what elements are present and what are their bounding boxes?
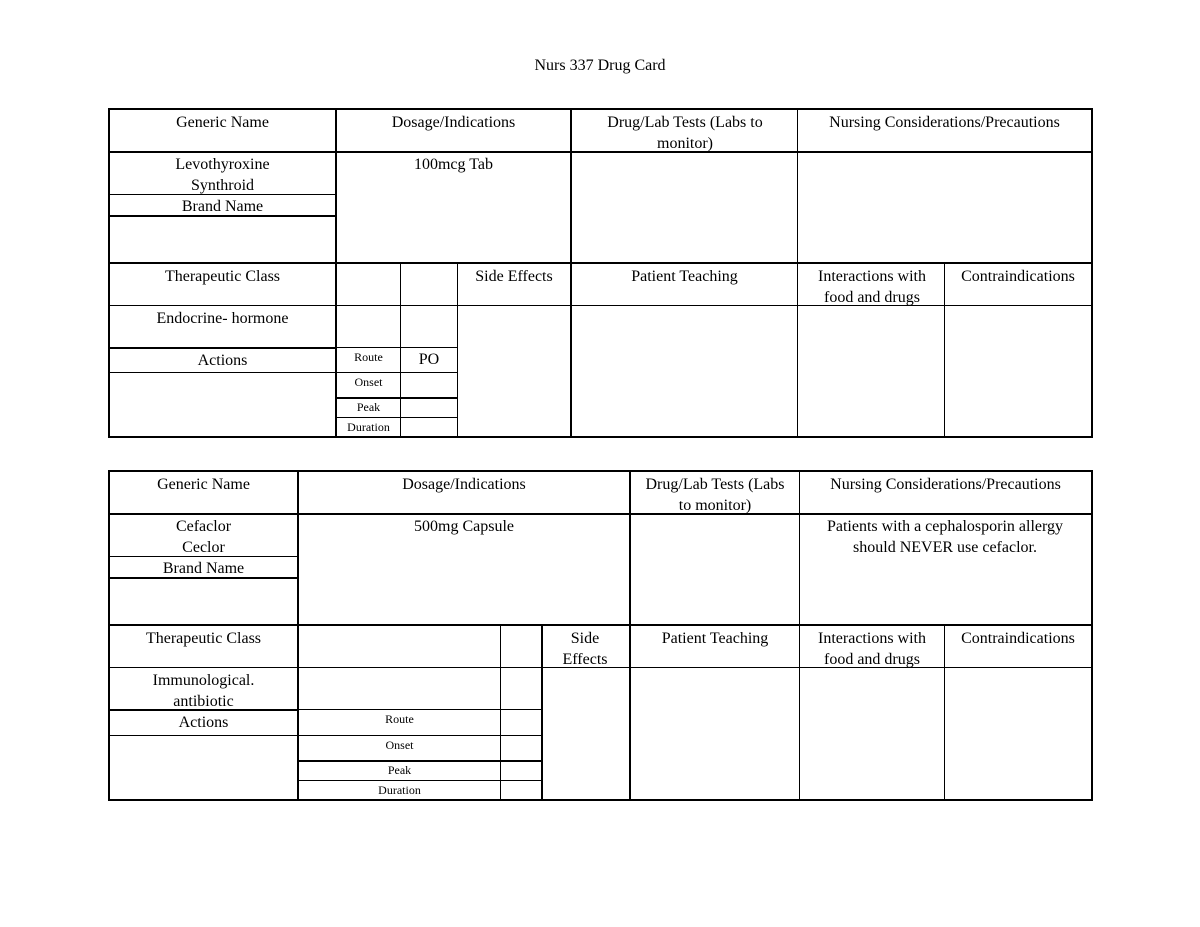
dosage-value[interactable]: 500mg Capsule	[414, 518, 514, 535]
brand-name-value[interactable]: Synthroid	[190, 177, 255, 194]
page-title: Nurs 337 Drug Card	[534, 57, 666, 74]
actions-header: Actions	[178, 714, 229, 731]
generic-name-header: Generic Name	[157, 476, 250, 493]
therapeutic-class-header: Therapeutic Class	[145, 630, 262, 647]
dosage-header: Dosage/Indications	[391, 114, 516, 131]
side-effects-header: Side Effects	[562, 630, 608, 668]
lab-tests-header: Drug/Lab Tests (Labs to monitor)	[645, 476, 785, 514]
onset-label: Onset	[354, 375, 383, 389]
nursing-header: Nursing Considerations/Precautions	[830, 476, 1061, 493]
duration-label: Duration	[347, 420, 390, 434]
contraindications-header: Contraindications	[961, 630, 1075, 647]
patient-teaching-header: Patient Teaching	[661, 630, 769, 647]
brand-name-label: Brand Name	[162, 560, 245, 577]
actions-header: Actions	[197, 352, 248, 369]
generic-name-value[interactable]: Cefaclor	[175, 518, 232, 535]
brand-name-label: Brand Name	[181, 198, 264, 215]
generic-name-value[interactable]: Levothyroxine	[175, 156, 270, 173]
dosage-value[interactable]: 100mcg Tab	[413, 156, 493, 173]
interactions-header: Interactions with food and drugs	[818, 630, 926, 668]
therapeutic-class-value[interactable]: Endocrine- hormone	[156, 310, 289, 327]
brand-name-value[interactable]: Ceclor	[182, 539, 225, 556]
nursing-header: Nursing Considerations/Precautions	[829, 114, 1060, 131]
side-effects-header: Side Effects	[475, 268, 553, 285]
route-label: Route	[354, 350, 383, 364]
interactions-header: Interactions with food and drugs	[818, 268, 926, 306]
route-label: Route	[385, 712, 414, 726]
route-value[interactable]: PO	[418, 351, 440, 368]
lab-tests-header: Drug/Lab Tests (Labs to monitor)	[607, 114, 763, 152]
patient-teaching-header: Patient Teaching	[631, 268, 738, 285]
contraindications-header: Contraindications	[961, 268, 1075, 285]
onset-label: Onset	[385, 738, 414, 752]
therapeutic-class-value[interactable]: Immunological. antibiotic	[152, 672, 255, 710]
duration-label: Duration	[378, 783, 421, 797]
nursing-value[interactable]: Patients with a cephalosporin allergy should NEVER use cefaclor.	[826, 518, 1064, 556]
dosage-header: Dosage/Indications	[402, 476, 526, 493]
peak-label: Peak	[387, 763, 412, 777]
therapeutic-class-header: Therapeutic Class	[164, 268, 281, 285]
peak-label: Peak	[356, 400, 381, 414]
generic-name-header: Generic Name	[176, 114, 269, 131]
